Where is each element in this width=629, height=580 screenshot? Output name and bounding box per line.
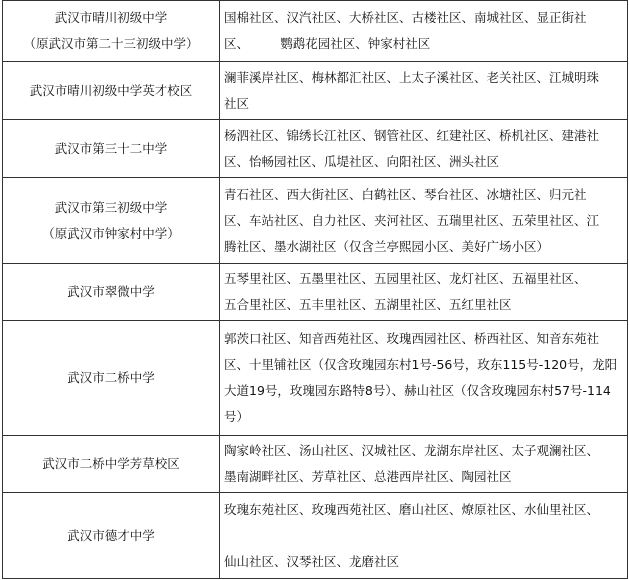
- area-line: 郭茨口社区、知音西苑社区、玫瑰西园社区、桥西社区、知音东苑社: [224, 331, 600, 346]
- area-line: 区、怡畅园社区、瓜堤社区、向阳社区、洲头社区: [224, 153, 500, 169]
- area-line: 大道19号，玫瑰园东路特8号）、赫山社区（仅含玫瑰园东村57号-114: [224, 383, 611, 398]
- school-cell: [3, 493, 220, 579]
- area-line: 区、车站社区、自力社区、夹河社区、五瑞里社区、五荣里社区、江: [224, 212, 600, 228]
- area-line: 玫瑰东苑社区、玫瑰西苑社区、磨山社区、燎原社区、水仙里社区、: [224, 501, 600, 517]
- area-line: 澜菲溪岸社区、梅林都汇社区、上太子溪社区、老关社区、江城明珠: [224, 69, 600, 85]
- table-body: [3, 1, 628, 579]
- table-row: [3, 493, 628, 579]
- area-line: 陶家岭社区、汤山社区、汉城社区、龙湖东岸社区、太子观澜社区、: [224, 443, 600, 458]
- area-cell: [220, 321, 628, 436]
- school-cell: [3, 120, 220, 178]
- school-cell: [3, 62, 220, 120]
- area-cell: [220, 264, 628, 321]
- area-cell: [220, 120, 628, 178]
- area-line: 区、 鹦鹉花园社区、钟家村社区: [224, 36, 431, 51]
- area-line: 国棉社区、汉汽社区、大桥社区、古楼社区、南城社区、显正街社: [224, 10, 587, 25]
- school-cell: [3, 321, 220, 436]
- school-name: 武汉市二桥中学芳草校区: [42, 456, 180, 471]
- area-line: 仙山社区、汉琴社区、龙磨社区: [224, 553, 400, 569]
- table-row: [3, 321, 628, 436]
- school-district-table: [2, 0, 628, 579]
- area-line: 五琴里社区、五墨里社区、五园里社区、龙灯社区、五福里社区、: [224, 271, 587, 286]
- table-row: [3, 1, 628, 62]
- school-name: 武汉市德才中学: [67, 527, 155, 543]
- area-line: 腾社区、墨水湖社区（仅含兰亭熙园小区、美好广场小区）: [224, 238, 550, 254]
- school-cell: [3, 1, 220, 62]
- area-line: 青石社区、西大街社区、白鹤社区、琴台社区、冰塘社区、归元社: [224, 186, 587, 202]
- area-line: 社区: [224, 95, 250, 111]
- school-cell: [3, 264, 220, 321]
- table-row: [3, 264, 628, 321]
- area-cell: [220, 436, 628, 493]
- area-line: 墨南湖畔社区、芳草社区、总港西岸社区、陶园社区: [224, 469, 512, 484]
- area-cell: [220, 1, 628, 62]
- school-name: 武汉市第三初级中学: [54, 199, 168, 215]
- school-name: 武汉市翠微中学: [67, 284, 155, 299]
- area-line: 区、十里铺社区（仅含玫瑰园东村1号-56号，玫东115号-120号，龙阳: [224, 357, 618, 372]
- table-row: [3, 120, 628, 178]
- school-former-name: （原武汉市第二十三初级中学）: [23, 36, 199, 51]
- table-row: [3, 178, 628, 264]
- area-cell: [220, 493, 628, 579]
- area-line: 五合里社区、五丰里社区、五湖里社区、五红里社区: [224, 297, 512, 312]
- school-name: 武汉市第三十二中学: [54, 140, 168, 156]
- school-name: 武汉市二桥中学: [67, 370, 155, 385]
- school-cell: [3, 436, 220, 493]
- school-cell: [3, 178, 220, 264]
- area-cell: [220, 178, 628, 264]
- school-name: 武汉市晴川初级中学: [54, 10, 168, 25]
- school-former-name: （原武汉市钟家村中学）: [42, 225, 180, 241]
- table-row: [3, 62, 628, 120]
- school-name: 武汉市晴川初级中学英才校区: [29, 82, 193, 98]
- table-row: [3, 436, 628, 493]
- area-line-blank: [224, 523, 624, 549]
- area-cell: [220, 62, 628, 120]
- area-line: 杨泗社区、锦绣长江社区、钢管社区、红建社区、桥机社区、建港社: [224, 127, 600, 143]
- area-line: 号）: [224, 409, 250, 424]
